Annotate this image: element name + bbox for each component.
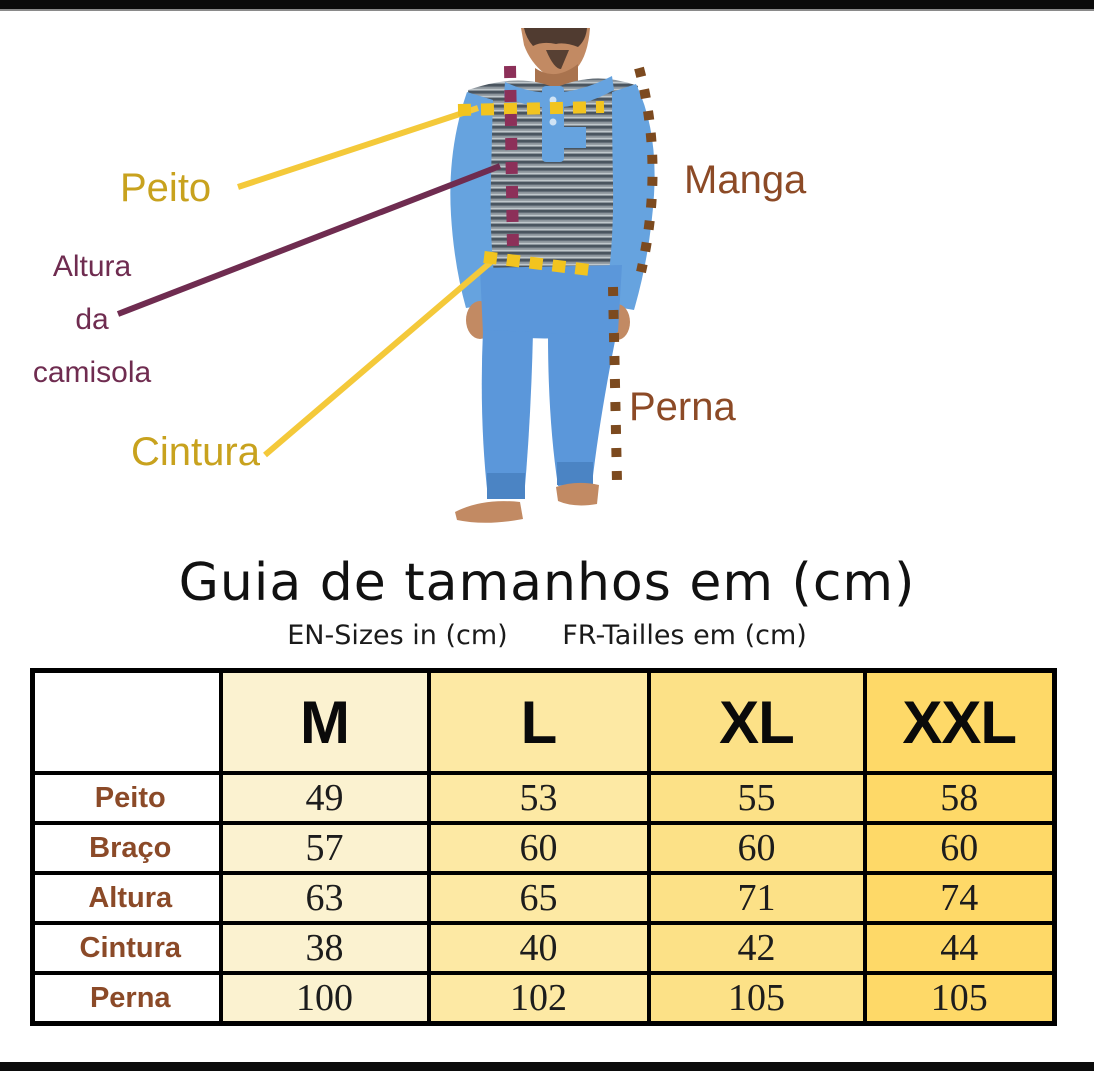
row-label: Peito (33, 773, 221, 823)
altura-line-1: Altura (52, 250, 132, 283)
column-header-l: L (429, 671, 649, 774)
size-cell: 49 (221, 773, 429, 823)
title-block (0, 552, 1094, 651)
size-cell: 42 (649, 923, 865, 973)
manga-label: Manga (684, 158, 807, 202)
row-label: Perna (33, 973, 221, 1024)
page-subtitle (0, 620, 1094, 651)
peito-label: Peito (120, 166, 212, 210)
size-cell: 100 (221, 973, 429, 1024)
size-cell: 60 (429, 823, 649, 873)
size-table (30, 668, 1057, 1026)
size-cell: 63 (221, 873, 429, 923)
altura-camisola-label (30, 240, 154, 399)
size-cell: 105 (649, 973, 865, 1024)
size-cell: 57 (221, 823, 429, 873)
size-cell: 53 (429, 773, 649, 823)
size-cell: 71 (649, 873, 865, 923)
right-ankle-cuff (557, 462, 593, 485)
size-cell: 102 (429, 973, 649, 1024)
page-title: Guia de tamanhos em (cm) (178, 553, 916, 613)
size-cell: 55 (649, 773, 865, 823)
cintura-pointer-line (265, 262, 491, 455)
right-foot (556, 483, 599, 506)
column-header-m: M (221, 671, 429, 774)
corner-cell (33, 671, 221, 774)
left-pant-leg (482, 330, 533, 498)
size-cell: 40 (429, 923, 649, 973)
row-label: Altura (33, 873, 221, 923)
size-cell: 44 (865, 923, 1055, 973)
leg-dotted-line (613, 287, 617, 482)
left-ankle-cuff (487, 473, 525, 499)
size-cell: 105 (865, 973, 1055, 1024)
size-cell: 74 (865, 873, 1055, 923)
table-row-perna (33, 973, 1055, 1024)
altura-line-2: da (75, 303, 109, 336)
subtitle-fr: FR-Tailles em (cm) (562, 620, 807, 652)
bottom-divider-bar (0, 1062, 1094, 1071)
cintura-label: Cintura (131, 430, 260, 474)
size-cell: 60 (649, 823, 865, 873)
size-cell: 60 (865, 823, 1055, 873)
perna-label: Perna (629, 385, 736, 429)
button (550, 119, 557, 126)
table-row-braco (33, 823, 1055, 873)
size-table-header-row (33, 671, 1055, 774)
row-label: Braço (33, 823, 221, 873)
table-row-altura (33, 873, 1055, 923)
table-row-peito (33, 773, 1055, 823)
size-cell: 65 (429, 873, 649, 923)
size-cell: 58 (865, 773, 1055, 823)
size-cell: 38 (221, 923, 429, 973)
column-header-xl: XL (649, 671, 865, 774)
altura-line-3: camisola (32, 356, 152, 389)
left-foot (455, 501, 523, 523)
pants-hip (480, 265, 622, 339)
subtitle-en: EN-Sizes in (cm) (287, 620, 508, 652)
column-header-xxl: XXL (865, 671, 1055, 774)
peito-pointer-line (238, 108, 478, 187)
row-label: Cintura (33, 923, 221, 973)
table-row-cintura (33, 923, 1055, 973)
chest-pocket (547, 127, 586, 148)
